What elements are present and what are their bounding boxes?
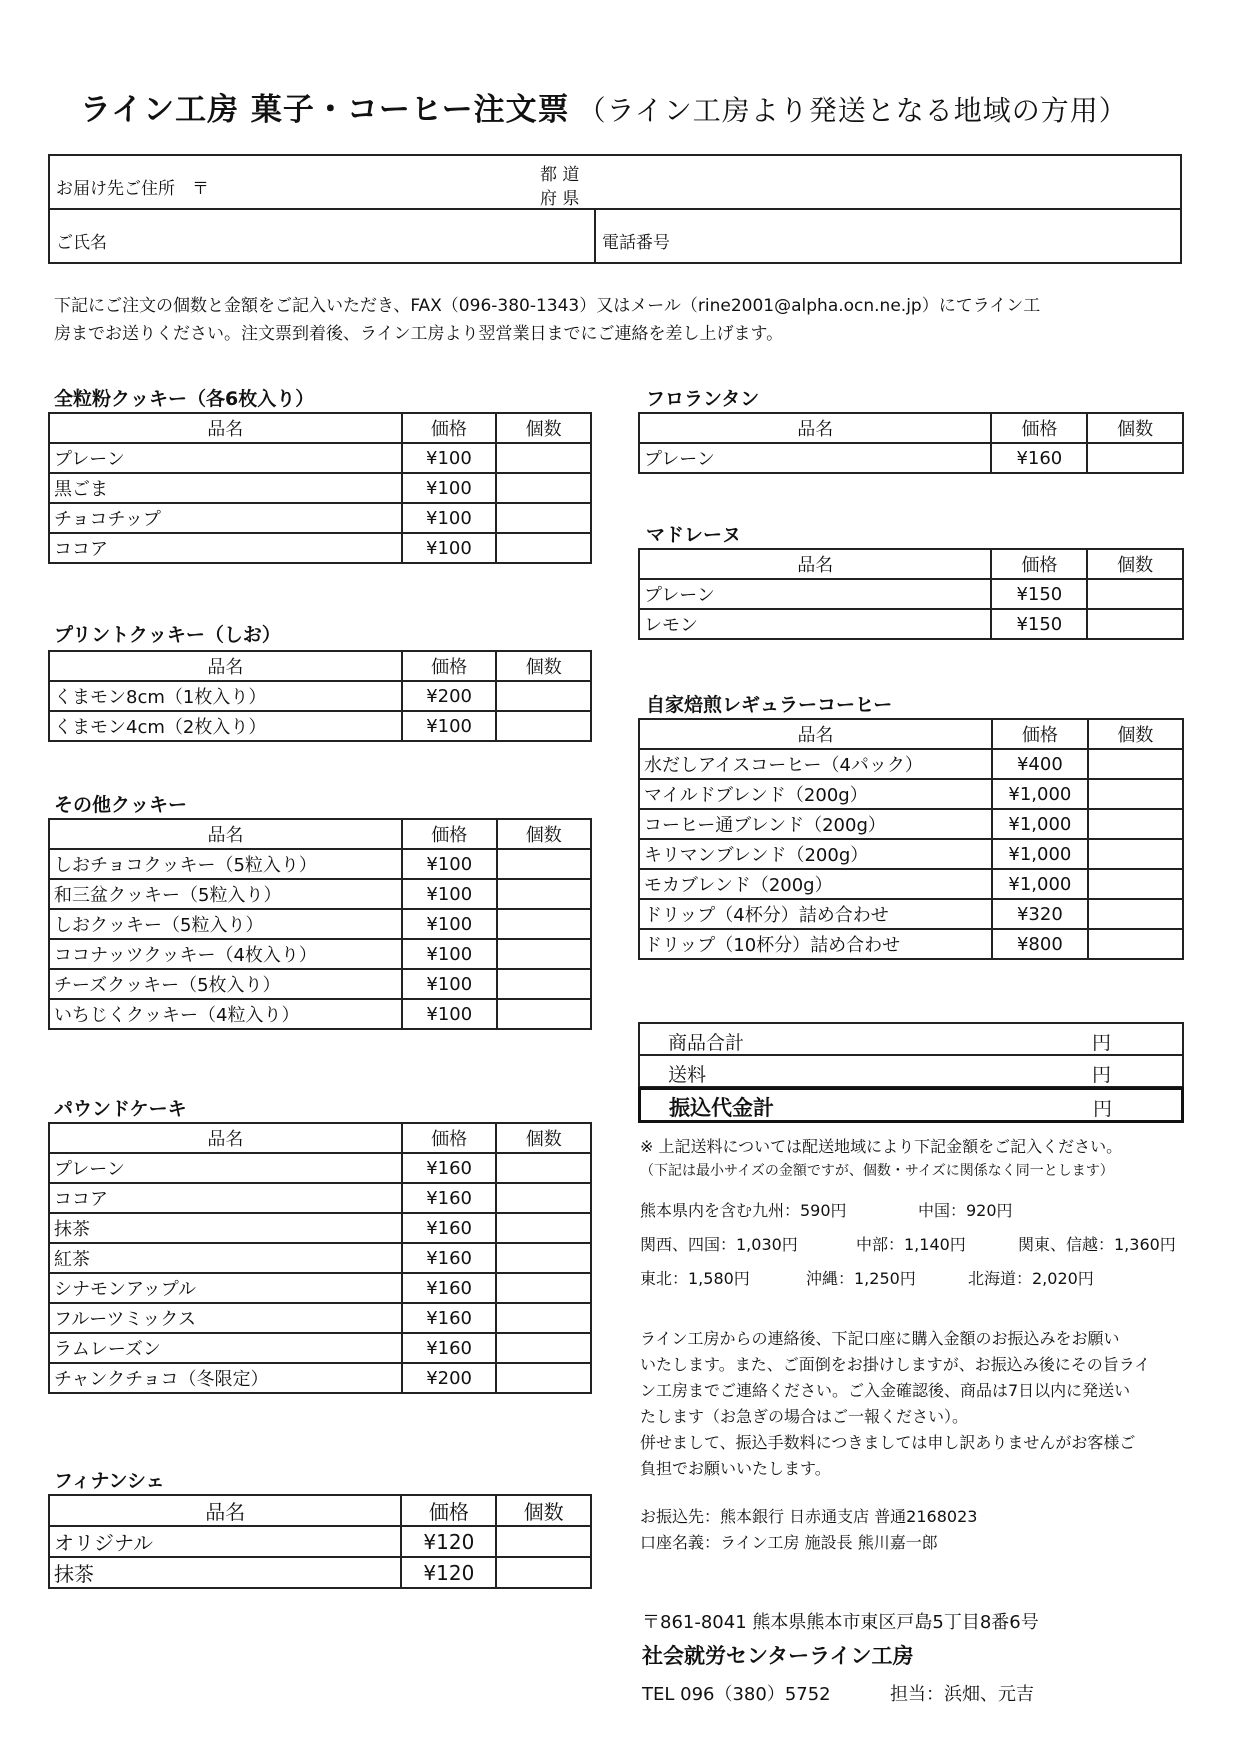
item-price: ¥200 <box>402 1363 497 1393</box>
header-qty: 個数 <box>1087 549 1183 579</box>
qty-cell[interactable] <box>496 533 591 563</box>
qty-cell[interactable] <box>496 1213 591 1243</box>
header-price: 価格 <box>402 819 497 849</box>
qty-cell[interactable] <box>1088 839 1183 869</box>
zenryu-table <box>48 412 592 564</box>
qty-cell[interactable] <box>497 909 591 939</box>
table-row <box>49 1213 591 1243</box>
item-name: プレーン <box>639 443 991 473</box>
header-name: 品名 <box>49 413 402 443</box>
table-row <box>49 533 591 563</box>
grand-total-box[interactable] <box>638 1087 1184 1123</box>
payment-line: いたします。また、ご面倒をお掛けしますが、お振込み後にその旨ライ <box>640 1355 1151 1374</box>
table-row <box>49 443 591 473</box>
item-price: ¥1,000 <box>992 839 1088 869</box>
fuken-label: 府 県 <box>540 189 580 209</box>
qty-cell[interactable] <box>1088 779 1183 809</box>
item-name: くまモン8cm（1枚入り） <box>49 681 402 711</box>
qty-cell[interactable] <box>1088 809 1183 839</box>
table-row <box>49 1183 591 1213</box>
header-row <box>639 413 1183 443</box>
yen-unit: 円 <box>1093 1098 1113 1120</box>
yen-unit: 円 <box>1092 1032 1112 1054</box>
table-row <box>49 849 591 879</box>
qty-cell[interactable] <box>496 1273 591 1303</box>
table-row <box>49 1243 591 1273</box>
header-price: 価格 <box>992 719 1088 749</box>
item-price: ¥100 <box>402 503 497 533</box>
payment-line: たします（お急ぎの場合はご一報ください）。 <box>640 1407 969 1426</box>
header-qty: 個数 <box>496 1495 591 1526</box>
rate-kyushu: 熊本県内を含む九州：590円 <box>640 1201 847 1220</box>
payment-instructions <box>640 1326 1180 1482</box>
header-row <box>639 719 1183 749</box>
qty-cell[interactable] <box>1088 929 1183 959</box>
header-qty: 個数 <box>496 1123 591 1153</box>
item-name: マイルドブレンド（200g） <box>639 779 992 809</box>
header-qty: 個数 <box>496 651 591 681</box>
section-title-madeleine: マドレーヌ <box>646 524 742 546</box>
table-row <box>639 929 1183 959</box>
yen-unit: 円 <box>1092 1064 1112 1086</box>
item-price: ¥100 <box>402 533 497 563</box>
table-row <box>49 909 591 939</box>
item-price: ¥200 <box>402 681 497 711</box>
item-name: 抹茶 <box>49 1557 401 1588</box>
item-name: 水だしアイスコーヒー（4パック） <box>639 749 992 779</box>
item-name: ドリップ（4杯分）詰め合わせ <box>639 899 992 929</box>
item-price: ¥100 <box>402 473 497 503</box>
header-qty: 個数 <box>1087 413 1183 443</box>
title-main: ライン工房 菓子・コーヒー注文票 <box>80 92 570 128</box>
phone-label: 電話番号 <box>602 233 670 253</box>
subtotal-label: 商品合計 <box>668 1032 745 1054</box>
intro-line: 房までお送りください。注文票到着後、ライン工房より翌営業日までにご連絡を差し上げます。 <box>54 324 784 344</box>
rate-chubu: 中部：1,140円 <box>856 1235 966 1254</box>
payment-line: ライン工房からの連絡後、下記口座に購入金額のお振込みをお願い <box>640 1329 1120 1348</box>
item-price: ¥160 <box>402 1303 497 1333</box>
table-row <box>49 1333 591 1363</box>
qty-cell[interactable] <box>496 1526 591 1557</box>
qty-cell[interactable] <box>496 1243 591 1273</box>
payment-line: 併せまして、振込手数料につきましては申し訳ありませんがお客様ご <box>640 1433 1136 1452</box>
table-row <box>639 579 1183 609</box>
qty-cell[interactable] <box>1087 443 1183 473</box>
section-title-zenryu: 全粒粉クッキー（各6枚入り） <box>54 388 315 410</box>
other-cookie-table <box>48 818 592 1030</box>
qty-cell[interactable] <box>1088 869 1183 899</box>
qty-cell[interactable] <box>496 443 591 473</box>
rate-kanto: 関東、信越：1,360円 <box>1018 1235 1176 1254</box>
section-title-financier: フィナンシェ <box>54 1470 165 1492</box>
divider <box>594 210 596 264</box>
table-row <box>639 869 1183 899</box>
item-price: ¥320 <box>992 899 1088 929</box>
header-row <box>639 549 1183 579</box>
item-price: ¥150 <box>991 579 1087 609</box>
qty-cell[interactable] <box>496 1557 591 1588</box>
print-table <box>48 650 592 742</box>
table-row <box>49 879 591 909</box>
qty-cell[interactable] <box>496 1153 591 1183</box>
subtotal-box[interactable] <box>638 1022 1184 1056</box>
todo-label: 都 道 <box>540 165 580 185</box>
table-row <box>49 999 591 1029</box>
qty-cell[interactable] <box>496 711 591 741</box>
qty-cell[interactable] <box>1088 899 1183 929</box>
item-price: ¥1,000 <box>992 779 1088 809</box>
section-title-other: その他クッキー <box>54 794 188 816</box>
table-row <box>49 1303 591 1333</box>
header-price: 価格 <box>402 413 497 443</box>
address-form <box>48 154 1182 264</box>
payment-line: 負担でお願いいたします。 <box>640 1459 831 1478</box>
item-name: プレーン <box>639 579 991 609</box>
item-name: プレーン <box>49 443 402 473</box>
table-row <box>639 749 1183 779</box>
table-row <box>639 839 1183 869</box>
qty-cell[interactable] <box>1087 609 1183 639</box>
page-title <box>80 84 1128 129</box>
item-price: ¥160 <box>402 1333 497 1363</box>
header-name: 品名 <box>639 719 992 749</box>
item-price: ¥1,000 <box>992 869 1088 899</box>
coffee-table <box>638 718 1184 960</box>
footer-contact: 担当：浜畑、元吉 <box>890 1684 1034 1705</box>
table-row <box>49 939 591 969</box>
section-title-pound: パウンドケーキ <box>54 1098 187 1120</box>
item-name: ココア <box>49 1183 402 1213</box>
table-row <box>639 899 1183 929</box>
item-name: しおチョコクッキー（5粒入り） <box>49 849 402 879</box>
header-qty: 個数 <box>497 819 591 849</box>
table-row <box>49 969 591 999</box>
madeleine-table <box>638 548 1184 640</box>
item-name: くまモン4cm（2枚入り） <box>49 711 402 741</box>
qty-cell[interactable] <box>1087 579 1183 609</box>
header-name: 品名 <box>49 1495 401 1526</box>
shipping-box[interactable] <box>638 1054 1184 1088</box>
header-name: 品名 <box>639 413 991 443</box>
item-name: 黒ごま <box>49 473 402 503</box>
table-row <box>639 779 1183 809</box>
item-price: ¥160 <box>991 443 1087 473</box>
header-row <box>49 413 591 443</box>
item-name: 和三盆クッキー（5粒入り） <box>49 879 402 909</box>
rate-hokkaido: 北海道：2,020円 <box>968 1269 1094 1288</box>
item-name: ココナッツクッキー（4枚入り） <box>49 939 402 969</box>
item-price: ¥120 <box>401 1557 496 1588</box>
item-price: ¥100 <box>402 999 497 1029</box>
footer-org: 社会就労センターライン工房 <box>642 1644 914 1668</box>
item-name: コーヒー通ブレンド（200g） <box>639 809 992 839</box>
item-price: ¥100 <box>402 443 497 473</box>
item-price: ¥100 <box>402 939 497 969</box>
header-qty: 個数 <box>1088 719 1183 749</box>
item-price: ¥120 <box>401 1526 496 1557</box>
item-name: しおクッキー（5粒入り） <box>49 909 402 939</box>
item-price: ¥160 <box>402 1213 497 1243</box>
qty-cell[interactable] <box>496 1363 591 1393</box>
header-row <box>49 819 591 849</box>
shipping-note: ※ 上記送料については配送地域により下記金額をご記入ください。 <box>640 1137 1123 1156</box>
item-price: ¥100 <box>402 849 497 879</box>
item-price: ¥100 <box>402 879 497 909</box>
qty-cell[interactable] <box>1088 749 1183 779</box>
qty-cell[interactable] <box>496 1333 591 1363</box>
qty-cell[interactable] <box>496 473 591 503</box>
item-name: チーズクッキー（5枚入り） <box>49 969 402 999</box>
item-price: ¥100 <box>402 909 497 939</box>
header-name: 品名 <box>49 1123 402 1153</box>
qty-cell[interactable] <box>496 1183 591 1213</box>
rate-okinawa: 沖縄：1,250円 <box>806 1269 916 1288</box>
header-row <box>49 651 591 681</box>
item-price: ¥800 <box>992 929 1088 959</box>
shipping-note-sub: （下記は最小サイズの金額ですが、個数・サイズに関係なく同一とします） <box>640 1163 1114 1179</box>
address-label: お届け先ご住所 〒 <box>56 179 209 199</box>
qty-cell[interactable] <box>497 879 591 909</box>
bank-info: お振込先：熊本銀行 日赤通支店 普通2168023 <box>640 1507 978 1526</box>
section-title-print: プリントクッキー（しお） <box>54 624 281 646</box>
item-name: レモン <box>639 609 991 639</box>
table-row <box>49 1526 591 1557</box>
rate-chugoku: 中国：920円 <box>918 1201 1013 1220</box>
item-name: 抹茶 <box>49 1213 402 1243</box>
item-price: ¥100 <box>402 969 497 999</box>
address-row[interactable] <box>50 156 1180 210</box>
shipping-label: 送料 <box>668 1064 707 1086</box>
section-title-florentin: フロランタン <box>646 388 760 410</box>
qty-cell[interactable] <box>496 681 591 711</box>
qty-cell[interactable] <box>497 969 591 999</box>
item-name: いちじくクッキー（4粒入り） <box>49 999 402 1029</box>
table-row <box>639 809 1183 839</box>
item-name: シナモンアップル <box>49 1273 402 1303</box>
table-row <box>49 1363 591 1393</box>
qty-cell[interactable] <box>497 849 591 879</box>
table-row <box>49 1273 591 1303</box>
payment-line: ン工房までご連絡ください。ご入金確認後、商品は7日以内に発送い <box>640 1381 1131 1400</box>
item-name: キリマンブレンド（200g） <box>639 839 992 869</box>
item-name: プレーン <box>49 1153 402 1183</box>
section-title-coffee: 自家焙煎レギュラーコーヒー <box>646 694 893 716</box>
qty-cell[interactable] <box>496 503 591 533</box>
table-row <box>49 681 591 711</box>
intro-text <box>54 292 1184 348</box>
table-row <box>49 1153 591 1183</box>
qty-cell[interactable] <box>496 1303 591 1333</box>
table-row <box>49 503 591 533</box>
item-name: チョコチップ <box>49 503 402 533</box>
item-price: ¥100 <box>402 711 497 741</box>
item-name: フルーツミックス <box>49 1303 402 1333</box>
footer-tel: TEL 096（380）5752 <box>642 1684 831 1705</box>
item-price: ¥1,000 <box>992 809 1088 839</box>
item-name: ドリップ（10杯分）詰め合わせ <box>639 929 992 959</box>
header-price: 価格 <box>991 549 1087 579</box>
header-price: 価格 <box>991 413 1087 443</box>
intro-line: 下記にご注文の個数と金額をご記入いただき、FAX（096-380-1343）又はメール（rine2001@alpha.ocn.ne.jp）にてライン工 <box>54 296 1041 316</box>
header-row <box>49 1495 591 1526</box>
header-name: 品名 <box>49 819 402 849</box>
header-row <box>49 1123 591 1153</box>
table-row <box>49 1557 591 1588</box>
item-price: ¥160 <box>402 1183 497 1213</box>
item-name: オリジナル <box>49 1526 401 1557</box>
header-price: 価格 <box>402 651 497 681</box>
item-name: ココア <box>49 533 402 563</box>
financier-table <box>48 1494 592 1589</box>
footer-address: 〒861-8041 熊本県熊本市東区戸島5丁目8番6号 <box>642 1612 1039 1633</box>
header-name: 品名 <box>639 549 991 579</box>
pound-cake-table <box>48 1122 592 1394</box>
item-name: モカブレンド（200g） <box>639 869 992 899</box>
item-name: 紅茶 <box>49 1243 402 1273</box>
item-name: ラムレーズン <box>49 1333 402 1363</box>
table-row <box>49 473 591 503</box>
header-price: 価格 <box>402 1123 497 1153</box>
item-name: チャンクチョコ（冬限定） <box>49 1363 402 1393</box>
qty-cell[interactable] <box>497 999 591 1029</box>
rate-tohoku: 東北：1,580円 <box>640 1269 750 1288</box>
item-price: ¥160 <box>402 1273 497 1303</box>
qty-cell[interactable] <box>497 939 591 969</box>
header-name: 品名 <box>49 651 402 681</box>
header-qty: 個数 <box>496 413 591 443</box>
name-label: ご氏名 <box>56 233 107 253</box>
item-price: ¥160 <box>402 1243 497 1273</box>
item-price: ¥150 <box>991 609 1087 639</box>
item-price: ¥400 <box>992 749 1088 779</box>
item-price: ¥160 <box>402 1153 497 1183</box>
title-sub: （ライン工房より発送となる地域の方用） <box>577 94 1128 127</box>
grand-total-label: 振込代金計 <box>669 1096 774 1120</box>
table-row <box>49 711 591 741</box>
account-holder: 口座名義：ライン工房 施設長 熊川嘉一郎 <box>640 1533 938 1552</box>
table-row <box>639 443 1183 473</box>
rate-kansai: 関西、四国：1,030円 <box>640 1235 798 1254</box>
table-row <box>639 609 1183 639</box>
header-price: 価格 <box>401 1495 496 1526</box>
florentin-table <box>638 412 1184 474</box>
